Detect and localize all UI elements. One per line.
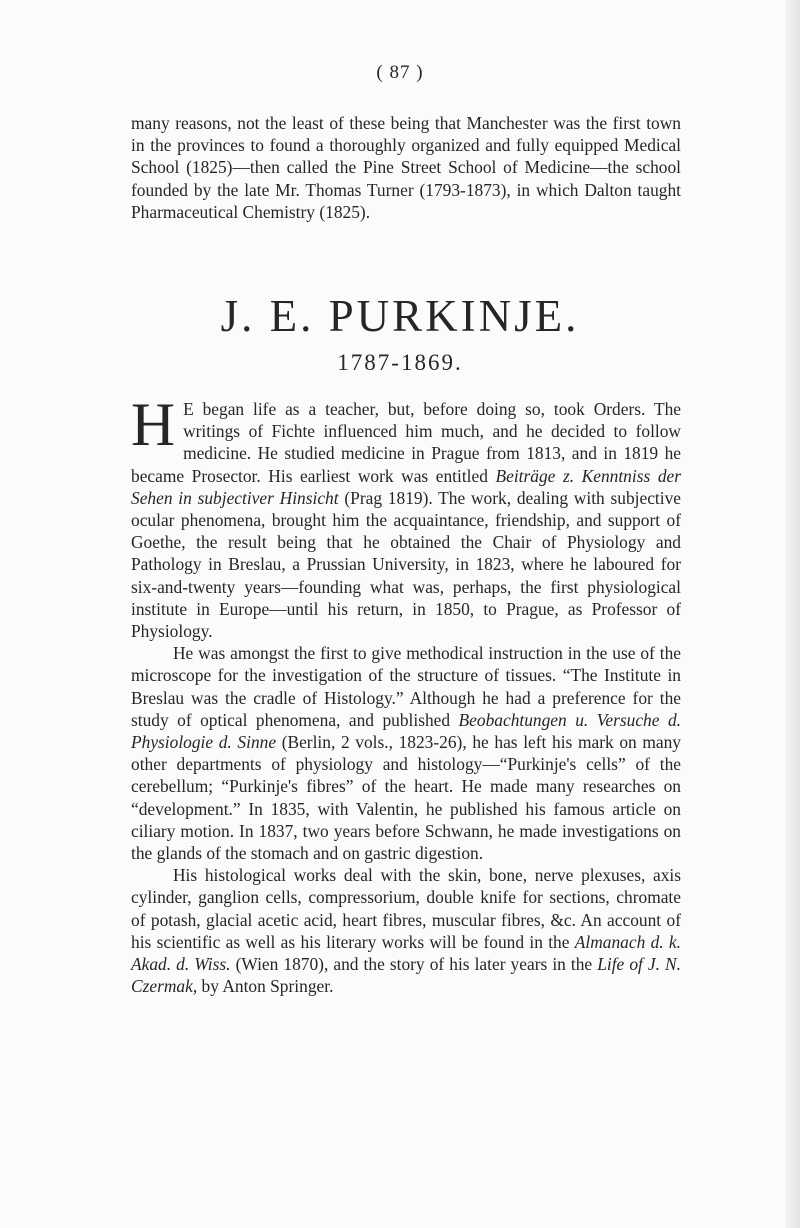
section-title: J. E. PURKINJE. bbox=[220, 291, 580, 341]
biography-body bbox=[131, 392, 682, 997]
bio-paragraph-2-text-b: (Berlin, 2 vols., 1823-26), he has left his mark on many other departments of physiology and histology—“Purkinje's cells” of the cerebellum; “Purkinje's fibres” of the heart. He made many researches on “development.” In 1835, with Valentin, he published his famous article on ciliary motion. In 1837, two years before Schwann, he made investigations on the glands of the stomach and on gastric digestion. bbox=[131, 732, 681, 864]
work-title-almanach: Almanach d. k. Akad. d. Wiss. bbox=[131, 931, 682, 975]
page-edge-shadow bbox=[786, 0, 800, 1228]
work-title-beitraege: Beiträge z. Kenntniss der Sehen in subjectiver Hinsicht bbox=[131, 465, 682, 508]
intro-paragraph-block bbox=[131, 112, 681, 223]
drop-cap: H bbox=[131, 392, 176, 459]
intro-paragraph: many reasons, not the least of these being that Manchester was the first town in the provinces to found a thoroughly organized and fully equipped Medical School (1825)—then called the Pine Street School of Medicine—the school founded by the late Mr. Thomas Turner (1793-1873), in which Dalton taught Pharmaceutical Chemistry (1825). bbox=[131, 113, 681, 222]
bio-paragraph-2 bbox=[131, 642, 681, 864]
bio-paragraph-3-text-b: (Wien 1870), and the story of his later years in the bbox=[230, 954, 598, 975]
bio-paragraph-2-text-a: He was amongst the first to give methodical instruction in the use of the microscope for the investigation of the structure of tissues. “The Institute in Breslau was the cradle of Histology.” Although he had a preference for the study of optical phenomena, and published bbox=[131, 643, 681, 730]
bio-paragraph-3-text-a: His histological works deal with the skin, bone, nerve plexuses, axis cylinder, ganglion cells, compressorium, double knife for sections, chromate of potash, glacial acetic acid, heart fibres, muscular fibres, &c. An account of his scientific as well as his literary works will be found in the bbox=[131, 865, 681, 952]
bio-paragraph-1-text-a: E began life as a teacher, but, before doing so, took Orders. The writings of Fichte influenced him much, and he decided to follow medicine. He studied medicine in Prague from 1813, and in 1819 he became Prosector. His earliest work was entitled bbox=[131, 399, 681, 486]
bio-paragraph-3 bbox=[131, 864, 681, 997]
work-title-beobachtungen: Beobachtungen u. Versuche d. Physiologie d. Sinne bbox=[131, 709, 681, 753]
work-title-czermak: Life of J. N. Czermak, bbox=[131, 954, 682, 997]
section-dates: 1787-1869. bbox=[337, 350, 463, 375]
page-number: ( 87 ) bbox=[376, 62, 424, 83]
bio-paragraph-1-text-b: (Prag 1819). The work, dealing with subjective ocular phenomena, brought him the acquaintance, friendship, and support of Goethe, the result being that he obtained the Chair of Physiology and Pathology in Breslau, a Prussian University, in 1823, where he laboured for six-and-twenty years—founding what was, perhaps, the first physiological institute in Europe—until his return, in 1850, to Prague, as Professor of Physiology. bbox=[131, 487, 681, 642]
bio-paragraph-1 bbox=[131, 392, 682, 642]
bio-paragraph-3-text-c: by Anton Springer. bbox=[197, 976, 334, 997]
